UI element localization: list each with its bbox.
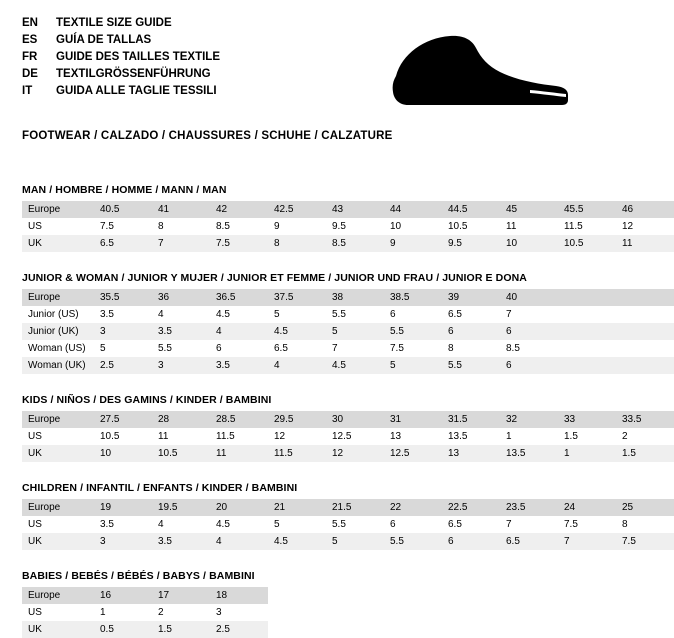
cell: 5.5 <box>332 309 346 320</box>
table-row <box>22 621 674 638</box>
cell: 11 <box>210 445 268 462</box>
table-row <box>22 218 674 235</box>
cell: 3.5 <box>210 357 268 374</box>
cell <box>558 340 616 357</box>
cell: 7 <box>332 343 338 354</box>
cell: 3.5 <box>100 519 114 530</box>
table-row <box>22 587 674 604</box>
language-code: ES <box>22 34 38 46</box>
cell: 10 <box>390 221 402 232</box>
table-row <box>22 499 674 516</box>
cell <box>616 340 674 357</box>
cell: 39 <box>442 289 500 306</box>
cell: 7 <box>152 235 210 252</box>
cell: 12 <box>622 221 634 232</box>
table-row <box>22 289 674 306</box>
cell: 43 <box>326 201 384 218</box>
cell: 12.5 <box>332 431 352 442</box>
language-list <box>22 16 220 99</box>
cell: 3 <box>152 357 210 374</box>
cell-empty <box>442 587 500 604</box>
row-label: Europe <box>22 587 94 604</box>
cell: 7.5 <box>616 533 674 550</box>
cell: 6.5 <box>448 309 462 320</box>
row-label: UK <box>22 621 94 638</box>
size-group-man <box>22 184 634 252</box>
cell: 23.5 <box>500 499 558 516</box>
size-table <box>22 499 674 550</box>
table-row <box>22 201 674 218</box>
language-row <box>22 67 220 82</box>
cell: 3 <box>94 323 152 340</box>
cell: 7.5 <box>564 519 578 530</box>
cell: 45 <box>500 201 558 218</box>
cell: 21 <box>268 499 326 516</box>
cell: 2.5 <box>210 621 268 638</box>
size-table <box>22 201 674 252</box>
cell: 9 <box>384 235 442 252</box>
table-row <box>22 323 674 340</box>
table-row <box>22 235 674 252</box>
size-group-kids <box>22 394 642 462</box>
cell: 20 <box>210 499 268 516</box>
cell: 8 <box>268 235 326 252</box>
cell: 4.5 <box>216 309 230 320</box>
cell-empty <box>384 621 442 638</box>
table-row <box>22 516 674 533</box>
cell: 4 <box>210 533 268 550</box>
cell: 6.5 <box>94 235 152 252</box>
language-row <box>22 84 220 99</box>
cell <box>558 357 616 374</box>
cell: 13.5 <box>448 431 468 442</box>
language-code: IT <box>22 85 33 97</box>
cell: 33.5 <box>616 411 674 428</box>
cell: 5.5 <box>384 533 442 550</box>
table-row <box>22 533 674 550</box>
language-title: GUÍA DE TALLAS <box>56 34 152 46</box>
cell: 17 <box>152 587 210 604</box>
cell <box>558 306 616 323</box>
language-row <box>22 16 220 31</box>
cell: 7.5 <box>100 221 114 232</box>
cell: 6 <box>216 343 222 354</box>
cell-empty <box>616 587 674 604</box>
cell: 22.5 <box>442 499 500 516</box>
cell: 5.5 <box>442 357 500 374</box>
cell: 4 <box>268 357 326 374</box>
cell: 11.5 <box>564 221 583 232</box>
cell: 5.5 <box>384 323 442 340</box>
cell: 11 <box>616 235 674 252</box>
cell: 33 <box>558 411 616 428</box>
cell: 44.5 <box>442 201 500 218</box>
group-title: MAN / HOMBRE / HOMME / MANN / MAN <box>22 184 227 196</box>
cell: 2 <box>158 607 164 618</box>
cell: 6 <box>442 323 500 340</box>
cell-empty <box>558 621 616 638</box>
cell-empty <box>268 621 326 638</box>
cell: 3.5 <box>152 323 210 340</box>
language-title: TEXTILGRÖSSENFÜHRUNG <box>56 68 211 80</box>
cell: 31.5 <box>442 411 500 428</box>
row-label: UK <box>22 445 94 462</box>
cell-empty <box>558 587 616 604</box>
cell: 5 <box>384 357 442 374</box>
cell: 19 <box>94 499 152 516</box>
cell: 35.5 <box>94 289 152 306</box>
cell: 13.5 <box>500 445 558 462</box>
cell-empty <box>268 587 326 604</box>
cell: 12 <box>274 431 286 442</box>
row-label: UK <box>22 533 94 550</box>
cell <box>558 289 616 306</box>
cell: 25 <box>616 499 674 516</box>
cell <box>616 306 674 323</box>
cell: 45.5 <box>558 201 616 218</box>
group-title: JUNIOR & WOMAN / JUNIOR Y MUJER / JUNIOR ET FEMME / JUNIOR UND FRAU / JUNIOR E DONA <box>22 272 527 284</box>
cell: 38 <box>326 289 384 306</box>
cell: 8.5 <box>216 221 230 232</box>
cell: 19.5 <box>152 499 210 516</box>
row-label: US <box>28 221 42 232</box>
cell: 8.5 <box>326 235 384 252</box>
cell <box>616 289 674 306</box>
cell <box>558 323 616 340</box>
cell: 12 <box>326 445 384 462</box>
cell: 11.5 <box>268 445 326 462</box>
document-header <box>22 16 578 114</box>
dress-shoe-icon <box>380 28 570 114</box>
cell: 1 <box>506 431 512 442</box>
cell: 7 <box>558 533 616 550</box>
cell-empty <box>384 604 442 621</box>
size-table <box>22 411 674 462</box>
row-label: Junior (US) <box>28 309 79 320</box>
cell: 11 <box>158 431 169 442</box>
group-title: BABIES / BEBÉS / BÉBÉS / BABYS / BAMBINI <box>22 570 255 582</box>
cell-empty <box>442 621 500 638</box>
cell-empty <box>558 604 616 621</box>
size-table <box>22 289 674 374</box>
row-label: Europe <box>22 411 94 428</box>
cell <box>616 357 674 374</box>
language-code: DE <box>22 68 38 80</box>
cell: 42 <box>210 201 268 218</box>
cell: 7.5 <box>210 235 268 252</box>
cell: 6 <box>390 309 396 320</box>
cell: 28.5 <box>210 411 268 428</box>
row-label: Woman (UK) <box>22 357 94 374</box>
language-title: TEXTILE SIZE GUIDE <box>56 17 172 29</box>
cell: 10.5 <box>558 235 616 252</box>
cell: 22 <box>384 499 442 516</box>
row-label: Junior (UK) <box>22 323 94 340</box>
language-row <box>22 33 220 48</box>
cell: 36.5 <box>210 289 268 306</box>
cell: 16 <box>94 587 152 604</box>
cell: 9.5 <box>332 221 346 232</box>
cell: 41 <box>152 201 210 218</box>
table-row <box>22 604 674 621</box>
category-title: FOOTWEAR / CALZADO / CHAUSSURES / SCHUHE / CALZATURE <box>22 130 393 142</box>
cell <box>616 323 674 340</box>
cell: 8 <box>448 343 454 354</box>
row-label: Europe <box>22 499 94 516</box>
cell: 5 <box>274 309 280 320</box>
cell: 6.5 <box>274 343 288 354</box>
cell-empty <box>616 604 674 621</box>
cell: 21.5 <box>326 499 384 516</box>
cell: 18 <box>210 587 268 604</box>
cell-empty <box>384 587 442 604</box>
cell: 12.5 <box>384 445 442 462</box>
table-row <box>22 411 674 428</box>
cell: 10.5 <box>100 431 120 442</box>
language-row <box>22 50 220 65</box>
cell: 10.5 <box>448 221 468 232</box>
language-code: EN <box>22 17 38 29</box>
row-label: Woman (US) <box>28 343 86 354</box>
cell: 13 <box>442 445 500 462</box>
cell: 1.5 <box>616 445 674 462</box>
cell: 36 <box>152 289 210 306</box>
language-code: FR <box>22 51 38 63</box>
cell: 3 <box>216 607 222 618</box>
size-group-babies <box>22 570 578 638</box>
cell: 5 <box>274 519 280 530</box>
cell: 30 <box>326 411 384 428</box>
cell: 5.5 <box>332 519 346 530</box>
cell: 29.5 <box>268 411 326 428</box>
cell: 4.5 <box>326 357 384 374</box>
cell: 3.5 <box>100 309 114 320</box>
size-group-junior-woman <box>22 272 578 374</box>
cell: 40 <box>500 289 558 306</box>
cell: 6 <box>500 323 558 340</box>
table-row <box>22 445 674 462</box>
cell: 1.5 <box>564 431 578 442</box>
cell: 9 <box>274 221 280 232</box>
cell: 4.5 <box>268 533 326 550</box>
table-row <box>22 306 674 323</box>
cell: 6.5 <box>448 519 462 530</box>
cell: 40.5 <box>94 201 152 218</box>
cell-empty <box>500 587 558 604</box>
cell: 4 <box>210 323 268 340</box>
cell: 6 <box>442 533 500 550</box>
cell-empty <box>616 621 674 638</box>
cell: 46 <box>616 201 674 218</box>
cell: 5.5 <box>158 343 172 354</box>
cell: 8.5 <box>506 343 520 354</box>
cell: 4 <box>158 309 164 320</box>
table-row <box>22 428 674 445</box>
cell: 27.5 <box>94 411 152 428</box>
cell: 31 <box>384 411 442 428</box>
cell: 5 <box>100 343 106 354</box>
cell: 1 <box>558 445 616 462</box>
cell: 10.5 <box>152 445 210 462</box>
row-label: US <box>28 607 42 618</box>
cell: 44 <box>384 201 442 218</box>
cell: 8 <box>622 519 628 530</box>
group-title: KIDS / NIÑOS / DES GAMINS / KINDER / BAMBINI <box>22 394 272 406</box>
cell: 3 <box>94 533 152 550</box>
cell: 1 <box>100 607 106 618</box>
language-title: GUIDE DES TAILLES TEXTILE <box>56 51 220 63</box>
cell: 4 <box>158 519 164 530</box>
language-title: GUIDA ALLE TAGLIE TESSILI <box>56 85 217 97</box>
cell: 7 <box>506 309 512 320</box>
cell: 13 <box>390 431 402 442</box>
cell: 1.5 <box>152 621 210 638</box>
cell: 7.5 <box>390 343 404 354</box>
cell: 10 <box>94 445 152 462</box>
group-title: CHILDREN / INFANTIL / ENFANTS / KINDER / BAMBINI <box>22 482 298 494</box>
row-label: US <box>28 431 42 442</box>
cell: 2.5 <box>94 357 152 374</box>
cell: 42.5 <box>268 201 326 218</box>
size-table <box>22 587 674 638</box>
row-label: Europe <box>22 201 94 218</box>
size-group-children <box>22 482 636 550</box>
cell-empty <box>268 604 326 621</box>
cell-empty <box>442 604 500 621</box>
table-row <box>22 340 674 357</box>
cell: 6.5 <box>500 533 558 550</box>
cell-empty <box>500 604 558 621</box>
cell-empty <box>326 604 384 621</box>
cell: 38.5 <box>384 289 442 306</box>
cell: 11.5 <box>216 431 235 442</box>
cell: 2 <box>622 431 628 442</box>
cell-empty <box>500 621 558 638</box>
cell: 5 <box>326 533 384 550</box>
cell: 11 <box>506 221 517 232</box>
cell: 8 <box>158 221 164 232</box>
cell: 3.5 <box>152 533 210 550</box>
cell-empty <box>326 587 384 604</box>
row-label: US <box>28 519 42 530</box>
cell: 32 <box>500 411 558 428</box>
cell-empty <box>326 621 384 638</box>
cell: 37.5 <box>268 289 326 306</box>
cell: 0.5 <box>94 621 152 638</box>
cell: 10 <box>500 235 558 252</box>
table-row <box>22 357 674 374</box>
row-label: Europe <box>22 289 94 306</box>
cell: 7 <box>506 519 512 530</box>
cell: 9.5 <box>442 235 500 252</box>
cell: 6 <box>390 519 396 530</box>
cell: 5 <box>326 323 384 340</box>
cell: 4.5 <box>216 519 230 530</box>
cell: 4.5 <box>268 323 326 340</box>
cell: 24 <box>558 499 616 516</box>
cell: 28 <box>152 411 210 428</box>
cell: 6 <box>500 357 558 374</box>
row-label: UK <box>22 235 94 252</box>
